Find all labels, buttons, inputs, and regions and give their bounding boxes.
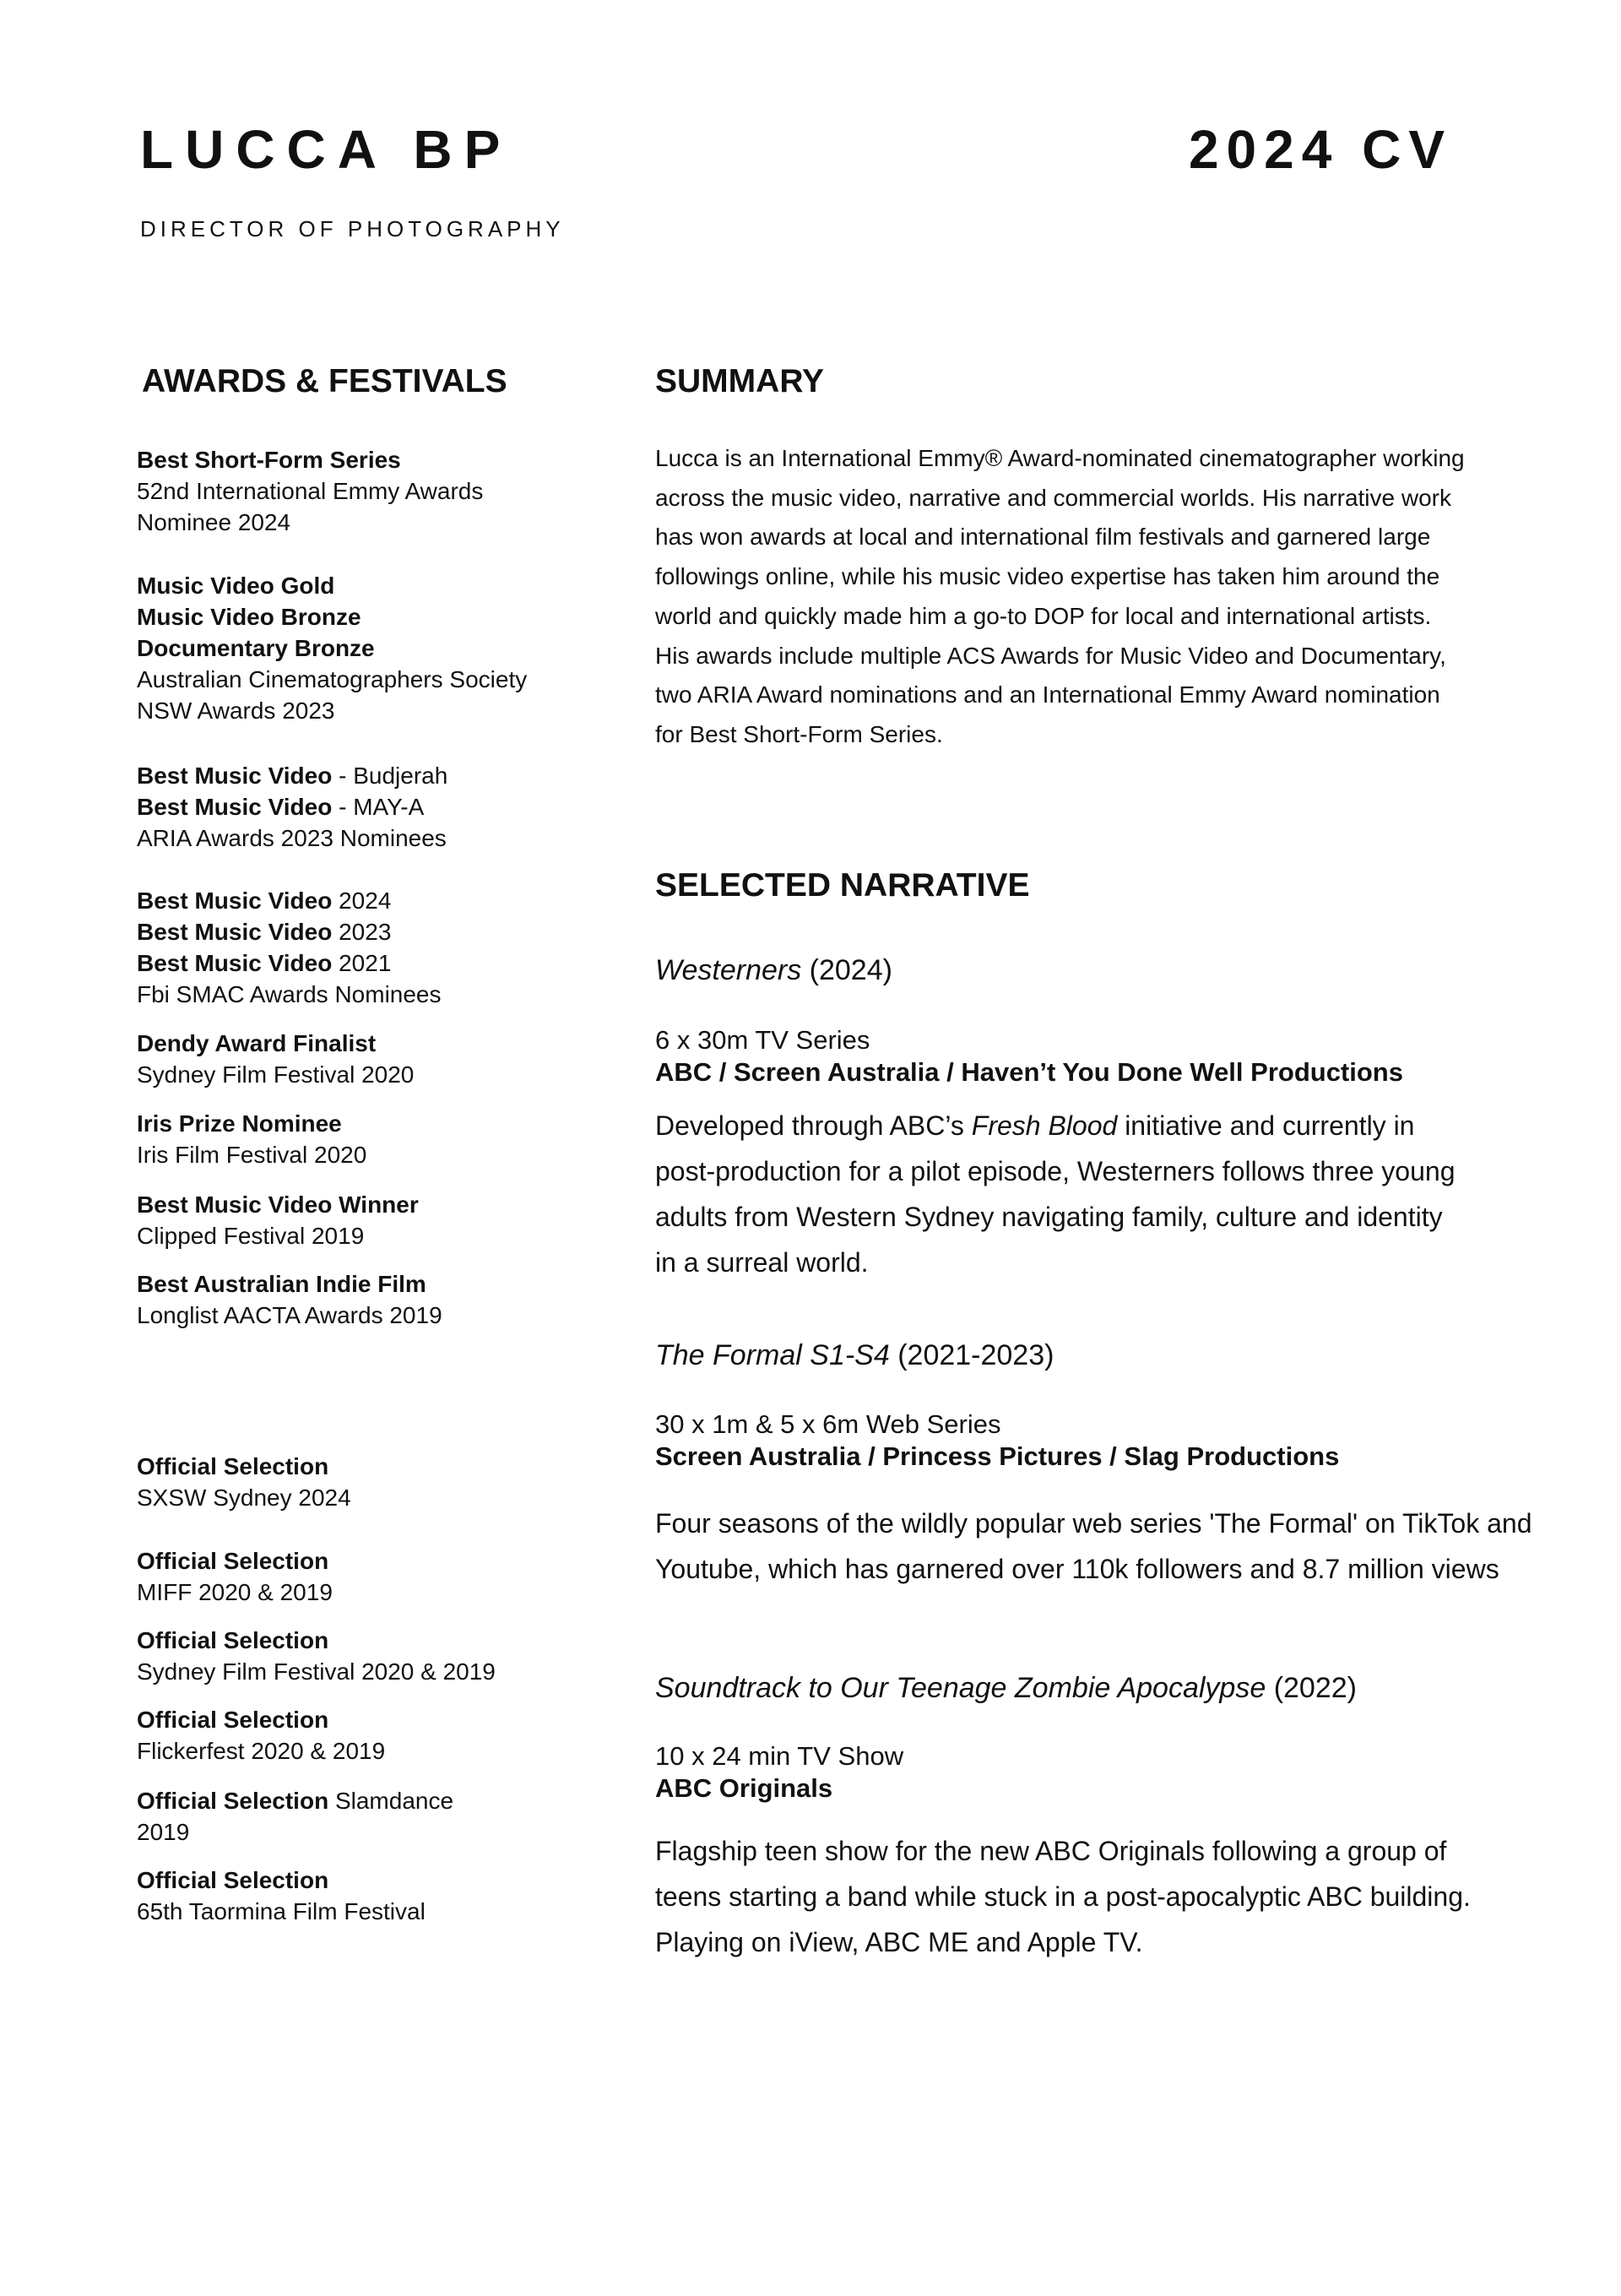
award-entry xyxy=(137,1625,496,1687)
award-line xyxy=(137,507,483,538)
award-entry xyxy=(137,1268,442,1331)
award-line xyxy=(137,695,527,726)
award-detail: Nominee 2024 xyxy=(137,509,291,535)
project-title xyxy=(655,1339,1054,1372)
project-name: Soundtrack to Our Teenage Zombie Apocalypse xyxy=(655,1672,1266,1704)
award-detail: Iris Film Festival 2020 xyxy=(137,1142,367,1168)
award-line xyxy=(137,1268,442,1300)
award-entry xyxy=(137,570,527,726)
award-line xyxy=(137,1108,366,1139)
award-title: Official Selection xyxy=(137,1453,329,1479)
award-line xyxy=(137,1816,453,1848)
description-line xyxy=(655,1501,1584,1546)
award-detail: 52nd International Emmy Awards xyxy=(137,478,484,504)
award-detail: Fbi SMAC Awards Nominees xyxy=(137,981,442,1007)
description-line xyxy=(655,1919,1584,1965)
award-line xyxy=(137,1220,419,1251)
award-title: Official Selection xyxy=(137,1788,329,1814)
award-title: Dendy Award Finalist xyxy=(137,1030,377,1056)
award-entry xyxy=(137,760,447,854)
award-line xyxy=(137,1059,414,1090)
project-companies: Screen Australia / Princess Pictures / Slag Productions xyxy=(655,1441,1340,1471)
summary-line: for Best Short-Form Series. xyxy=(655,720,943,747)
description-line xyxy=(655,1103,1584,1148)
award-title: Music Video Gold xyxy=(137,573,335,599)
award-title: Iris Prize Nominee xyxy=(137,1110,342,1137)
description-text: in a surreal world. xyxy=(655,1247,869,1278)
description-text: initiative and currently in xyxy=(1117,1110,1415,1141)
award-detail: Longlist AACTA Awards 2019 xyxy=(137,1302,442,1328)
award-entry xyxy=(137,1108,366,1170)
description-text: Four seasons of the wildly popular web series 'The Formal' on TikTok and xyxy=(655,1508,1532,1539)
award-detail: - MAY-A xyxy=(332,794,425,820)
award-title: Music Video Bronze xyxy=(137,604,361,630)
award-title: Official Selection xyxy=(137,1707,329,1733)
project-description xyxy=(655,1103,1584,1285)
description-text: teens starting a band while stuck in a post-apocalyptic ABC building. xyxy=(655,1881,1471,1912)
summary-text xyxy=(655,439,1550,755)
award-line xyxy=(137,760,447,791)
description-text: Flagship teen show for the new ABC Originals following a group of xyxy=(655,1836,1447,1866)
summary-line: two ARIA Award nominations and an International Emmy Award nomination xyxy=(655,681,1440,708)
award-line xyxy=(137,947,442,979)
award-line xyxy=(137,570,527,601)
project-meta xyxy=(655,1409,1339,1473)
award-detail: - Budjerah xyxy=(332,763,448,789)
award-title: Best Short-Form Series xyxy=(137,447,401,473)
award-line xyxy=(137,1785,453,1816)
award-line xyxy=(137,916,442,947)
award-detail: 65th Taormina Film Festival xyxy=(137,1898,426,1924)
award-entry xyxy=(137,1864,426,1927)
award-line xyxy=(137,632,527,664)
summary-line: Lucca is an International Emmy® Award-nominated cinematographer working xyxy=(655,445,1465,471)
award-detail: Sydney Film Festival 2020 xyxy=(137,1061,415,1088)
description-text: adults from Western Sydney navigating family, culture and identity xyxy=(655,1202,1443,1232)
description-line xyxy=(655,1194,1584,1240)
cv-role: DIRECTOR OF PHOTOGRAPHY xyxy=(140,216,565,242)
award-title: Official Selection xyxy=(137,1627,329,1653)
narrative-heading: SELECTED NARRATIVE xyxy=(655,867,1030,904)
award-title: Best Music Video xyxy=(137,950,333,976)
description-line xyxy=(655,1546,1584,1592)
description-text: post-production for a pilot episode, Westerners follows three young xyxy=(655,1156,1456,1186)
award-line xyxy=(137,444,483,475)
award-line xyxy=(137,885,442,916)
project-name: The Formal S1-S4 xyxy=(655,1339,890,1371)
project-year: (2024) xyxy=(801,954,892,986)
award-line xyxy=(137,822,447,854)
award-entry xyxy=(137,885,442,1010)
description-line xyxy=(655,1828,1584,1874)
project-title xyxy=(655,1672,1357,1705)
project-companies: ABC / Screen Australia / Haven’t You Done Well Productions xyxy=(655,1057,1403,1087)
award-detail: Flickerfest 2020 & 2019 xyxy=(137,1738,386,1764)
award-line xyxy=(137,1704,385,1735)
project-format: 30 x 1m & 5 x 6m Web Series xyxy=(655,1409,1001,1439)
project-year: (2022) xyxy=(1266,1672,1357,1704)
project-meta xyxy=(655,1740,903,1805)
summary-line: across the music video, narrative and commercial worlds. His narrative work xyxy=(655,484,1451,511)
award-title: Official Selection xyxy=(137,1867,329,1893)
award-line xyxy=(137,1896,426,1927)
award-title: Best Music Video xyxy=(137,887,333,914)
award-detail: 2021 xyxy=(332,950,392,976)
award-detail: Slamdance xyxy=(328,1788,454,1814)
award-entry xyxy=(137,1704,385,1767)
award-line xyxy=(137,1625,496,1656)
award-title: Best Australian Indie Film xyxy=(137,1271,426,1297)
award-entry xyxy=(137,1785,453,1848)
project-description xyxy=(655,1501,1584,1592)
award-line xyxy=(137,1864,426,1896)
summary-line: followings online, while his music video expertise has taken him around the xyxy=(655,563,1440,590)
award-line xyxy=(137,1300,442,1331)
award-line xyxy=(137,1028,414,1059)
award-line xyxy=(137,1735,385,1767)
project-meta xyxy=(655,1024,1403,1088)
award-detail: NSW Awards 2023 xyxy=(137,697,335,724)
award-line xyxy=(137,475,483,507)
award-line xyxy=(137,601,527,632)
summary-line: world and quickly made him a go-to DOP for local and international artists. xyxy=(655,602,1432,629)
description-text: Playing on iView, ABC ME and Apple TV. xyxy=(655,1927,1143,1957)
award-detail: SXSW Sydney 2024 xyxy=(137,1485,351,1511)
award-title: Documentary Bronze xyxy=(137,635,375,661)
award-line xyxy=(137,1545,333,1577)
project-companies: ABC Originals xyxy=(655,1773,833,1803)
cv-title: 2024 CV xyxy=(1188,119,1452,180)
award-entry xyxy=(137,1028,414,1090)
summary-heading: SUMMARY xyxy=(655,363,825,399)
award-entry xyxy=(137,1545,333,1608)
summary-line: has won awards at local and international film festivals and garnered large xyxy=(655,524,1431,551)
award-title: Best Music Video xyxy=(137,794,333,820)
award-entry xyxy=(137,1451,351,1513)
project-year: (2021-2023) xyxy=(889,1339,1054,1371)
award-line xyxy=(137,1577,333,1608)
award-detail: 2019 xyxy=(137,1819,190,1845)
description-line xyxy=(655,1874,1584,1919)
awards-heading: AWARDS & FESTIVALS xyxy=(142,363,507,399)
award-line xyxy=(137,1139,366,1170)
project-title xyxy=(655,954,892,987)
project-name: Westerners xyxy=(655,954,802,986)
description-text: Developed through ABC’s xyxy=(655,1110,972,1141)
project-format: 6 x 30m TV Series xyxy=(655,1025,870,1055)
award-line xyxy=(137,1482,351,1513)
description-italic: Fresh Blood xyxy=(971,1110,1118,1141)
award-detail: MIFF 2020 & 2019 xyxy=(137,1579,333,1605)
award-line xyxy=(137,791,447,822)
description-line xyxy=(655,1240,1584,1285)
description-text: Youtube, which has garnered over 110k followers and 8.7 million views xyxy=(655,1554,1499,1584)
award-line xyxy=(137,1451,351,1482)
project-format: 10 x 24 min TV Show xyxy=(655,1741,904,1771)
award-title: Best Music Video Winner xyxy=(137,1191,419,1218)
award-line xyxy=(137,1189,419,1220)
award-detail: 2023 xyxy=(332,919,392,945)
award-detail: ARIA Awards 2023 Nominees xyxy=(137,825,447,851)
award-line xyxy=(137,979,442,1010)
award-line xyxy=(137,1656,496,1687)
award-detail: Sydney Film Festival 2020 & 2019 xyxy=(137,1658,496,1685)
award-entry xyxy=(137,1189,419,1251)
award-line xyxy=(137,664,527,695)
award-title: Best Music Video xyxy=(137,919,333,945)
award-detail: Australian Cinematographers Society xyxy=(137,666,528,692)
award-detail: Clipped Festival 2019 xyxy=(137,1223,365,1249)
description-line xyxy=(655,1148,1584,1194)
award-detail: 2024 xyxy=(332,887,392,914)
project-description xyxy=(655,1828,1584,1965)
award-title: Official Selection xyxy=(137,1548,329,1574)
award-title: Best Music Video xyxy=(137,763,333,789)
award-entry xyxy=(137,444,483,538)
summary-line: His awards include multiple ACS Awards for Music Video and Documentary, xyxy=(655,642,1446,669)
cv-name: LUCCA BP xyxy=(140,119,512,180)
